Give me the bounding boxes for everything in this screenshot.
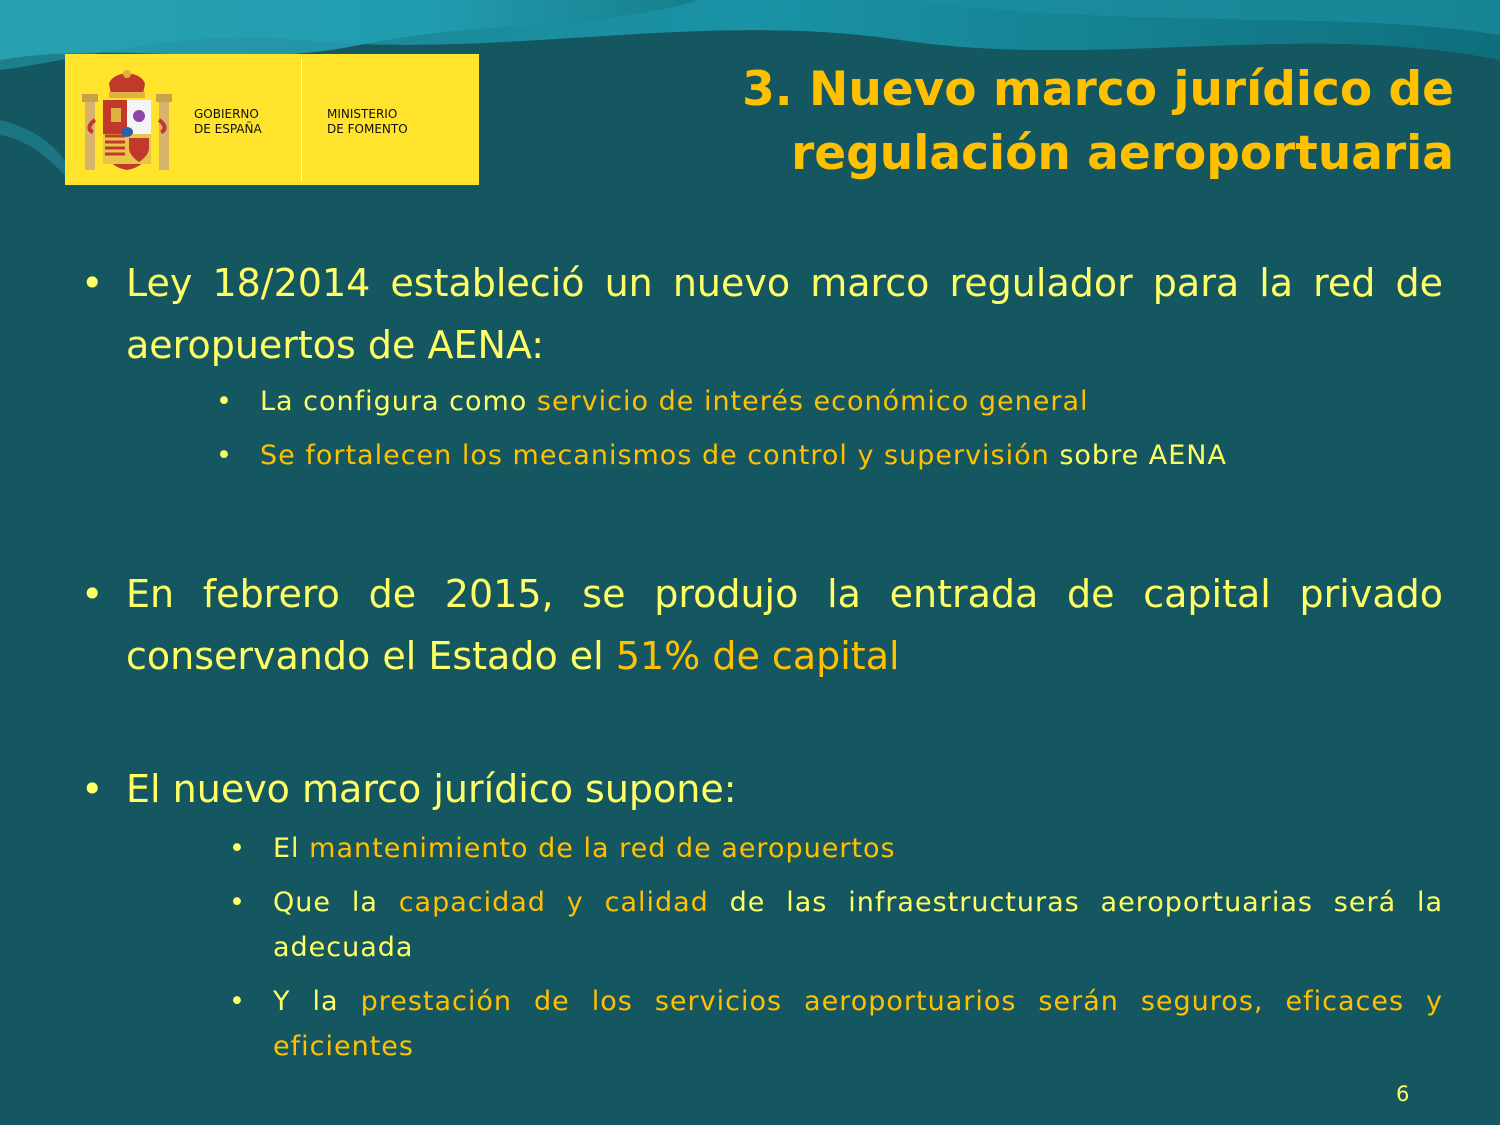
coat-of-arms-icon	[79, 64, 175, 176]
government-line-2: DE ESPAÑA	[194, 122, 262, 136]
sub-bullet-highlight: prestación de los servicios aeroportuarios serán seguros, eficaces y eficientes	[273, 986, 1443, 1062]
sub-bullet-prestacion-servicios	[229, 979, 1443, 1069]
sub-bullet-highlight: servicio de interés económico general	[536, 386, 1089, 417]
sub-bullet-mantenimiento	[229, 826, 1443, 871]
sub-bullet-text: sobre AENA	[1049, 440, 1227, 471]
logo-divider	[301, 58, 302, 181]
sub-bullet-highlight: mantenimiento de la red de aeropuertos	[309, 833, 896, 864]
sub-bullet-text: El	[273, 833, 310, 864]
title-line-1: 3. Nuevo marco jurídico de	[742, 62, 1454, 117]
sub-bullet-icon: •	[229, 986, 246, 1017]
sub-bullet-text: Que la	[273, 887, 399, 918]
sub-bullet-icon: •	[216, 386, 233, 417]
page-number: 6	[1396, 1082, 1410, 1106]
bullet-icon: •	[81, 261, 104, 305]
title-line-2: regulación aeroportuaria	[791, 126, 1454, 181]
sub-bullet-text: La configura como	[260, 386, 537, 417]
bullet-text: En febrero de 2015, se produjo la entrada de capital privado conservando el Estado el	[126, 572, 1443, 678]
sub-bullet-highlight: Se fortalecen los mecanismos de control y supervisión	[260, 440, 1050, 471]
bullet-text: El nuevo marco jurídico supone:	[126, 767, 737, 811]
government-label	[194, 107, 262, 137]
sub-bullet-mecanismos-control	[216, 433, 1443, 478]
government-line-1: GOBIERNO	[194, 107, 259, 121]
bullet-icon: •	[81, 572, 104, 616]
bullet-icon: •	[81, 767, 104, 811]
bullet-highlight: 51% de capital	[615, 634, 900, 678]
bullet-text: Ley 18/2014 estableció un nuevo marco regulador para la red de aeropuertos de AENA:	[126, 261, 1443, 367]
sub-bullet-text-end: de las infraestructuras aeroportuarias será la adecuada	[273, 887, 1443, 963]
ministry-line-2: DE FOMENTO	[327, 122, 408, 136]
sub-bullet-servicio-interes	[216, 379, 1443, 424]
ministry-label	[327, 107, 408, 137]
sub-bullet-capacidad-calidad	[229, 880, 1443, 970]
sub-bullet-icon: •	[229, 833, 246, 864]
ministry-line-1: MINISTERIO	[327, 107, 398, 121]
sub-bullet-icon: •	[216, 440, 233, 471]
sub-bullet-text: Y la	[273, 986, 361, 1017]
slide-title	[742, 58, 1454, 186]
sub-bullet-highlight: capacidad y calidad	[398, 887, 709, 918]
sub-bullet-icon: •	[229, 887, 246, 918]
bullet-febrero-2015	[81, 563, 1443, 687]
bullet-nuevo-marco	[81, 758, 1443, 820]
bullet-ley-18-2014	[81, 252, 1443, 376]
government-logo	[65, 54, 479, 185]
